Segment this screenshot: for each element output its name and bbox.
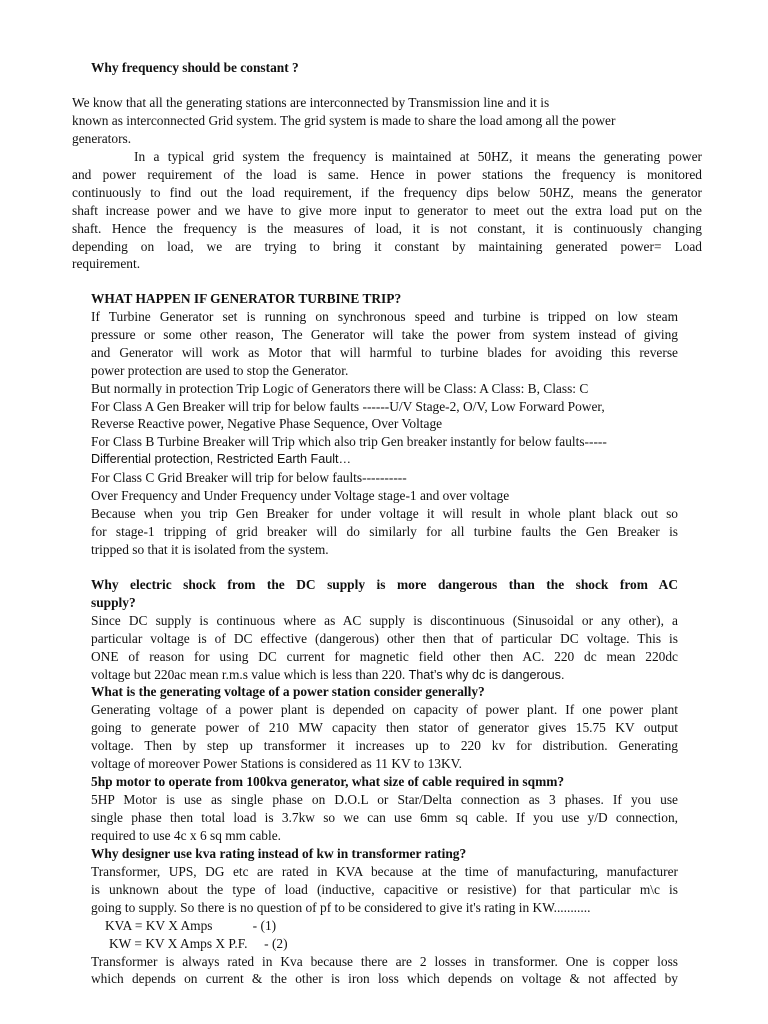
text-line: voltage of moreover Power Stations is considered as 11 KV to 13KV. <box>91 755 462 771</box>
heading-text: WHAT HAPPEN IF GENERATOR TURBINE TRIP? <box>91 291 402 306</box>
text-line: generators. <box>72 130 132 146</box>
text-line: is unknown about the type of load (inductive, capacitive or resistive) for that particular m\c is <box>91 881 678 897</box>
text-line: single phase then total load is 3.7kw so we can use 6mm sq cable. If you use y/D connection, <box>91 809 678 825</box>
text-segment: voltage but 220ac mean r.m.s value which is less than 220. <box>91 666 409 682</box>
heading-text: Why frequency should be constant ? <box>91 60 299 75</box>
text-line: 5HP Motor is use as single phase on D.O.L or Star/Delta connection as 3 phases. If you use <box>91 792 678 807</box>
paragraph-grid-system <box>72 94 702 148</box>
heading-dc-shock <box>91 576 678 612</box>
text-line: continuously to find out the load requirement, if the frequency dips below 50HZ, means the generator <box>72 184 702 200</box>
heading-text: supply? <box>91 594 136 610</box>
text-line: Transformer, UPS, DG etc are rated in KVA because at the time of manufacturing, manufacturer <box>91 864 678 879</box>
text-line: In a typical grid system the frequency is maintained at 50HZ, it means the generating power <box>134 149 702 164</box>
text-line: tripped so that it is isolated from the system. <box>91 541 329 557</box>
paragraph-kva-rating <box>91 863 678 988</box>
text-line: particular voltage is of DC effective (dangerous) other then that of particular DC voltage. This is <box>91 630 678 646</box>
text-line: ONE of reason for using DC current for magnetic field other then AC. 220 dc mean 220dc <box>91 648 678 664</box>
text-line: For Class B Turbine Breaker will Trip which also trip Gen breaker instantly for below faults----- <box>91 434 607 450</box>
paragraph-frequency-monitor <box>72 148 702 273</box>
paragraph-turbine-trip <box>91 308 678 559</box>
text-line: depending on load, we are trying to bring it constant by maintaining generated power= Load <box>72 238 702 254</box>
text-line: Over Frequency and Under Frequency under Voltage stage-1 and over voltage <box>91 488 510 504</box>
formula-kw: KW = KV X Amps X P.F. - (2) <box>109 935 288 951</box>
text-line: going to supply. So there is no question of pf to be considered to give it's rating in KW........... <box>91 899 591 915</box>
formula-kva: KVA = KV X Amps - (1) <box>105 917 277 933</box>
text-line: For Class C Grid Breaker will trip for below faults---------- <box>91 470 407 486</box>
heading-kva-rating <box>91 845 678 863</box>
text-line: Differential protection, Restricted Earth Fault… <box>91 452 352 467</box>
text-segment: That’s why dc is dangerous. <box>408 667 565 682</box>
text-line: and Generator will work as Motor that will harmful to turbine blades for avoiding this reverse <box>91 344 678 360</box>
text-line: required to use 4c x 6 sq mm cable. <box>91 827 282 843</box>
heading-text: 5hp motor to operate from 100kva generator, what size of cable required in sqmm? <box>91 774 565 789</box>
text-line: going to generate power of 210 MW capacity then stator of generator gives 15.75 KV output <box>91 719 678 735</box>
paragraph-generating-voltage <box>91 701 678 773</box>
text-line: which depends on current & the other is iron loss which depends on voltage & not affected by <box>91 971 678 987</box>
heading-turbine-trip <box>91 290 691 308</box>
heading-text: What is the generating voltage of a power station consider generally? <box>91 684 485 699</box>
text-line: Reverse Reactive power, Negative Phase Sequence, Over Voltage <box>91 416 443 432</box>
heading-frequency-constant <box>91 59 721 77</box>
text-line: pressure or some other reason, The Generator will take the power from system instead of giving <box>91 326 678 342</box>
heading-generating-voltage <box>91 683 678 701</box>
text-line: Since DC supply is continuous where as AC supply is discontinuous (Sinusoidal or any other), a <box>91 613 678 628</box>
text-line: for stage-1 tripping of grid breaker will do similarly for all turbine faults the Gen Breaker is <box>91 523 678 539</box>
text-line: Transformer is always rated in Kva because there are 2 losses in transformer. One is copper loss <box>91 953 678 969</box>
text-line: Because when you trip Gen Breaker for under voltage it will result in whole plant black out so <box>91 505 678 521</box>
text-line: If Turbine Generator set is running on synchronous speed and turbine is tripped on low steam <box>91 309 678 324</box>
text-line: power protection are used to stop the Generator. <box>91 362 349 378</box>
text-line: requirement. <box>72 256 141 272</box>
text-line: We know that all the generating stations are interconnected by Transmission line and it is <box>72 95 550 110</box>
text-line: and power requirement of the load is same. Hence in power stations the frequency is monitored <box>72 166 702 182</box>
text-line: For Class A Gen Breaker will trip for below faults ------U/V Stage-2, O/V, Low Forward Power, <box>91 398 605 414</box>
text-line: voltage. Then by step up transformer it increases up to 220 kv for distribution. Generating <box>91 737 678 753</box>
text-line: shaft. Hence the frequency is the measures of load, it is not constant, it is continuously changing <box>72 220 702 236</box>
paragraph-dc-shock <box>91 612 678 685</box>
text-line: shaft increase power and we have to give more input to generator to meet out the extra load put on the <box>72 202 702 218</box>
text-line: But normally in protection Trip Logic of Generators there will be Class: A Class: B, Class: C <box>91 380 589 396</box>
heading-cable-size <box>91 773 678 791</box>
text-line: known as interconnected Grid system. The grid system is made to share the load among all the power <box>72 112 616 128</box>
heading-text: Why electric shock from the DC supply is more dangerous than the shock from AC <box>91 577 678 592</box>
heading-text: Why designer use kva rating instead of kw in transformer rating? <box>91 846 467 861</box>
text-line <box>91 666 678 685</box>
paragraph-cable-size <box>91 791 678 845</box>
text-line: Generating voltage of a power plant is depended on capacity of power plant. If one power plant <box>91 702 678 717</box>
